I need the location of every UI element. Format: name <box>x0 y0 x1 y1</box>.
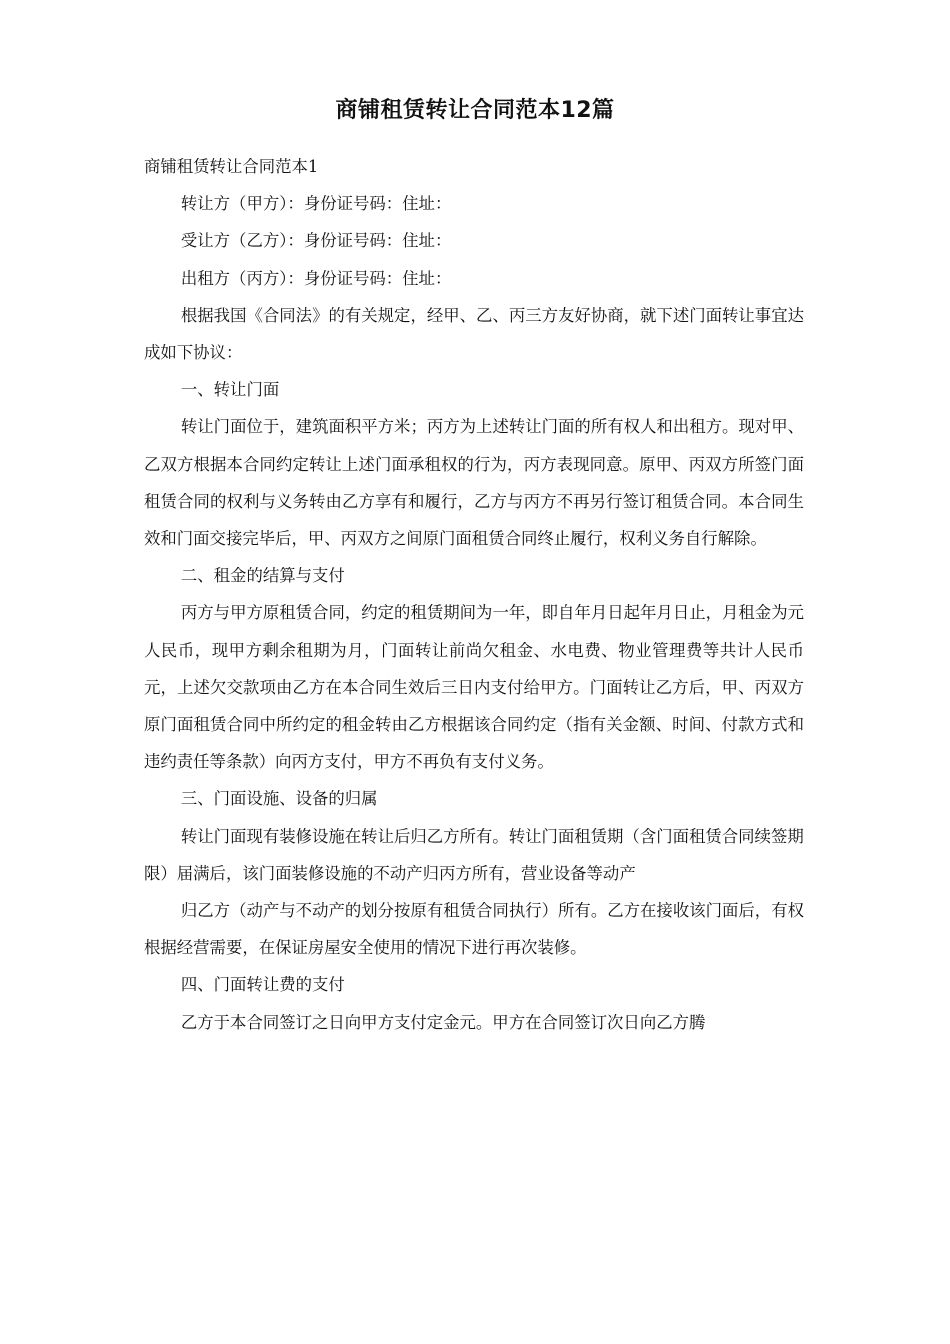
section-heading-4: 四、门面转让费的支付 <box>180 975 345 995</box>
party-lessor-line: 出租方（丙方）：身份证号码：住址： <box>180 268 452 288</box>
party-transferor-line: 转让方（甲方）：身份证号码：住址： <box>180 194 452 214</box>
section-3-paragraph-a: 转让门面现有装修设施在转让后归乙方所有。转让门面租赁期（含门面租赁合同续签期限）届满后，该门面装修设施的不动产归丙方所有，营业设备等动产 <box>144 826 804 883</box>
section-heading-2: 二、租金的结算与支付 <box>180 566 345 586</box>
section-heading-1: 一、转让门面 <box>180 380 280 400</box>
section-2-paragraph: 丙方与甲方原租赁合同，约定的租赁期间为一年，即自年月日起年月日止，月租金为元人民币，现甲方剩余租期为月，门面转让前尚欠租金、水电费、物业管理费等共计人民币元，上述欠交款项由乙方在本合同生效后三日内支付给甲方。门面转让乙方后，甲、丙双方原门面租赁合同中所约定的租金转由乙方根据该合同约定（指有关金额、时间、付款方式和违约责任等条款）向丙方支付，甲方不再负有支付义务。 <box>144 603 804 772</box>
document-title: 商铺租赁转让合同范本12篇 <box>335 98 615 123</box>
preamble-paragraph: 根据我国《合同法》的有关规定，经甲、乙、丙三方友好协商，就下述门面转让事宜达成如下协议： <box>144 305 804 363</box>
document-subtitle: 商铺租赁转让合同范本1 <box>144 157 319 176</box>
section-4-paragraph: 乙方于本合同签订之日向甲方支付定金元。甲方在合同签订次日向乙方腾 <box>180 1012 706 1032</box>
party-transferee-line: 受让方（乙方）：身份证号码：住址： <box>180 231 452 251</box>
section-heading-3: 三、门面设施、设备的归属 <box>180 789 378 809</box>
document-body <box>144 148 804 1041</box>
section-1-paragraph: 转让门面位于，建筑面积平方米；丙方为上述转让门面的所有权人和出租方。现对甲、乙双方根据本合同约定转让上述门面承租权的行为，丙方表现同意。原甲、丙双方所签门面租赁合同的权利与义务转由乙方享有和履行，乙方与丙方不再另行签订租赁合同。本合同生效和门面交接完毕后，甲、丙双方之间原门面租赁合同终止履行，权利义务自行解除。 <box>144 417 804 549</box>
section-3-paragraph-b: 归乙方（动产与不动产的划分按原有租赁合同执行）所有。乙方在接收该门面后，有权根据经营需要，在保证房屋安全使用的情况下进行再次装修。 <box>144 901 804 958</box>
